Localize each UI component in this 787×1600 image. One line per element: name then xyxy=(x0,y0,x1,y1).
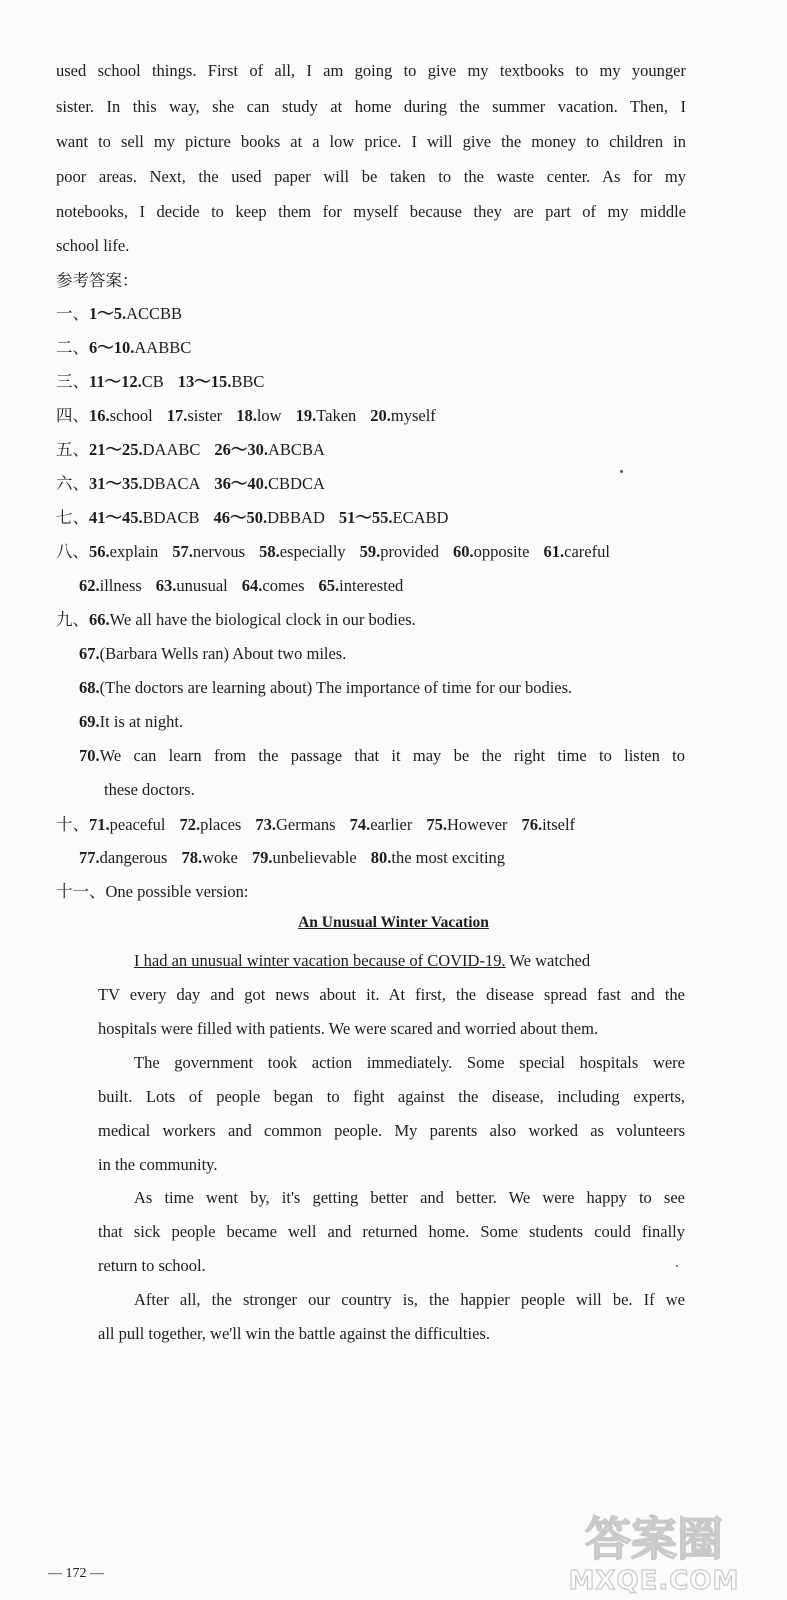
question-number: 57. xyxy=(172,542,193,561)
answer-section-11-label: 十一、One possible version: xyxy=(56,882,249,901)
answer-section-7 xyxy=(56,507,462,529)
question-number: 56. xyxy=(89,542,110,561)
answer-item xyxy=(79,677,572,699)
essay-line: all pull together, we'll win the battle against the difficulties. xyxy=(98,1324,490,1343)
answer-text: BBC xyxy=(231,372,265,391)
essay-line: return to school. xyxy=(98,1256,206,1275)
answer-text: AABBC xyxy=(134,338,192,357)
answer-item xyxy=(79,745,685,767)
essay-line: in the community. xyxy=(98,1155,218,1174)
section-number: 十、 xyxy=(56,815,89,834)
answer-text: earlier xyxy=(370,815,413,834)
question-number: 62. xyxy=(79,576,100,595)
question-number: 66. xyxy=(89,610,110,629)
answer-item xyxy=(79,643,346,665)
answer-text: myself xyxy=(390,406,436,425)
answer-section-10-continued xyxy=(79,847,519,869)
question-number: 69. xyxy=(79,712,100,731)
question-number: 79. xyxy=(251,848,273,867)
answer-section-1 xyxy=(56,303,196,325)
question-number: 60. xyxy=(452,542,474,561)
answer-text: opposite xyxy=(473,542,530,561)
question-number: 59. xyxy=(359,542,381,561)
intro-line: notebooks, I decide to keep them for myself because they are part of my middle xyxy=(56,202,686,221)
question-range: 51～55. xyxy=(338,508,393,527)
section-number: 五、 xyxy=(56,440,89,459)
answer-text: DBBAD xyxy=(267,508,325,527)
question-range: 31～35. xyxy=(89,474,143,493)
scan-speck xyxy=(620,470,623,473)
question-range: 13～15. xyxy=(177,372,232,391)
question-number: 75. xyxy=(426,815,447,834)
question-number: 67. xyxy=(79,644,100,663)
watermark-logo xyxy=(542,1505,767,1595)
question-range: 26～30. xyxy=(214,440,269,459)
question-number: 73. xyxy=(255,815,276,834)
answer-text: comes xyxy=(262,576,305,595)
section-number: 九、 xyxy=(56,610,89,629)
answer-text: (Barbara Wells ran) About two miles. xyxy=(99,644,347,663)
question-range: 46～50. xyxy=(213,508,268,527)
section-number: 一、 xyxy=(56,304,89,323)
answer-text: school xyxy=(109,406,153,425)
question-number: 71. xyxy=(89,815,110,834)
question-number: 61. xyxy=(543,542,565,561)
answer-section-5 xyxy=(56,439,339,461)
question-number: 20. xyxy=(370,406,391,425)
answer-text: explain xyxy=(109,542,159,561)
answer-text: low xyxy=(256,406,282,425)
essay-line: hospitals were filled with patients. We were scared and worried about them. xyxy=(98,1019,599,1038)
answer-text: ABCBA xyxy=(268,440,325,459)
answer-section-2 xyxy=(56,337,205,359)
section-number: 三、 xyxy=(56,372,89,391)
intro-line: sister. In this way, she can study at home during the summer vacation. Then, I xyxy=(56,97,686,116)
section-number: 八、 xyxy=(56,542,89,561)
intro-line: used school things. First of all, I am going to give my textbooks to my younger xyxy=(56,61,686,80)
question-range: 11～12. xyxy=(89,372,142,391)
section-number: 二、 xyxy=(56,338,89,357)
question-number: 72. xyxy=(179,815,201,834)
question-number: 19. xyxy=(295,406,317,425)
answer-text: (The doctors are learning about) The importance of time for our bodies. xyxy=(99,678,573,697)
answer-section-9 xyxy=(56,609,416,631)
answer-text: woke xyxy=(202,848,238,867)
answer-text: especially xyxy=(279,542,346,561)
question-number: 58. xyxy=(259,542,280,561)
answer-text: ACCBB xyxy=(126,304,183,323)
answers-heading: 参考答案： xyxy=(56,271,139,290)
intro-line: school life. xyxy=(56,236,130,255)
watermark-bottom-text: MXQE.COM xyxy=(568,1566,740,1595)
answer-text: places xyxy=(200,815,242,834)
answer-text: dangerous xyxy=(99,848,168,867)
essay-line: medical workers and common people. My parents also worked as volunteers xyxy=(98,1121,685,1140)
essay-line: As time went by, it's getting better and better. We were happy to see xyxy=(134,1188,685,1207)
section-number: 六、 xyxy=(56,474,89,493)
answer-text: We can learn from the passage that it may be the right time to listen to xyxy=(99,746,685,765)
essay-line: After all, the stronger our country is, the happier people will be. If we xyxy=(134,1290,685,1309)
intro-line: poor areas. Next, the used paper will be taken to the waste center. As for my xyxy=(56,167,686,186)
answer-section-4 xyxy=(56,405,450,427)
answer-text: peaceful xyxy=(109,815,166,834)
answer-text: Taken xyxy=(316,406,357,425)
scan-speck xyxy=(676,1265,678,1267)
answer-text: nervous xyxy=(192,542,246,561)
watermark-top-text: 答案圈 xyxy=(585,1512,723,1566)
answer-section-10 xyxy=(56,814,575,836)
question-number: 70. xyxy=(79,746,100,765)
answer-text: the most exciting xyxy=(391,848,506,867)
answer-text: It is at night. xyxy=(99,712,184,731)
answer-text: Germans xyxy=(275,815,336,834)
answer-text: DAABC xyxy=(142,440,201,459)
question-number: 16. xyxy=(89,406,110,425)
question-number: 18. xyxy=(236,406,257,425)
question-range: 1～5. xyxy=(89,304,127,323)
intro-line: want to sell my picture books at a low price. I will give the money to children in xyxy=(56,132,686,151)
essay-line: TV every day and got news about it. At first, the disease spread fast and the xyxy=(98,985,685,1004)
answer-section-3 xyxy=(56,371,278,393)
answer-item-continued: these doctors. xyxy=(104,780,195,799)
essay-title: An Unusual Winter Vacation xyxy=(298,914,489,931)
answer-text: interested xyxy=(339,576,404,595)
question-number: 68. xyxy=(79,678,100,697)
essay-paragraph-1-first-line xyxy=(134,950,590,972)
answer-text: However xyxy=(446,815,508,834)
answer-text: provided xyxy=(380,542,439,561)
answer-text: BDACB xyxy=(142,508,200,527)
answer-section-8-continued xyxy=(79,575,417,597)
answer-text: CB xyxy=(141,372,164,391)
answer-text: careful xyxy=(564,542,610,561)
question-number: 76. xyxy=(521,815,543,834)
answer-text: We all have the biological clock in our bodies. xyxy=(109,610,416,629)
page-number: — 172 — xyxy=(48,1566,104,1581)
section-number: 四、 xyxy=(56,406,89,425)
question-range: 36～40. xyxy=(214,474,269,493)
question-number: 65. xyxy=(318,576,340,595)
question-range: 41～45. xyxy=(89,508,143,527)
essay-underlined-sentence: I had an unusual winter vacation because of COVID-19. xyxy=(134,951,506,970)
question-range: 21～25. xyxy=(89,440,143,459)
answer-text: unusual xyxy=(176,576,228,595)
question-range: 6～10. xyxy=(89,338,135,357)
essay-line: built. Lots of people began to fight against the disease, including experts, xyxy=(98,1087,685,1106)
section-number: 七、 xyxy=(56,508,89,527)
answer-text: ECABD xyxy=(392,508,449,527)
answer-item xyxy=(79,711,183,733)
answer-text: unbelievable xyxy=(272,848,357,867)
essay-line: The government took action immediately. Some special hospitals were xyxy=(134,1053,685,1072)
question-number: 63. xyxy=(155,576,177,595)
question-number: 64. xyxy=(241,576,263,595)
question-number: 77. xyxy=(79,848,100,867)
answer-section-6 xyxy=(56,473,339,495)
answer-text: DBACA xyxy=(142,474,201,493)
answer-text: sister xyxy=(187,406,223,425)
question-number: 74. xyxy=(349,815,371,834)
answer-text: itself xyxy=(542,815,576,834)
essay-text: We watched xyxy=(505,951,591,970)
question-number: 80. xyxy=(370,848,392,867)
answer-text: illness xyxy=(99,576,142,595)
essay-line: that sick people became well and returned home. Some students could finally xyxy=(98,1222,685,1241)
answer-section-8 xyxy=(56,541,610,563)
question-number: 17. xyxy=(166,406,188,425)
answer-text: CBDCA xyxy=(268,474,325,493)
question-number: 78. xyxy=(181,848,203,867)
